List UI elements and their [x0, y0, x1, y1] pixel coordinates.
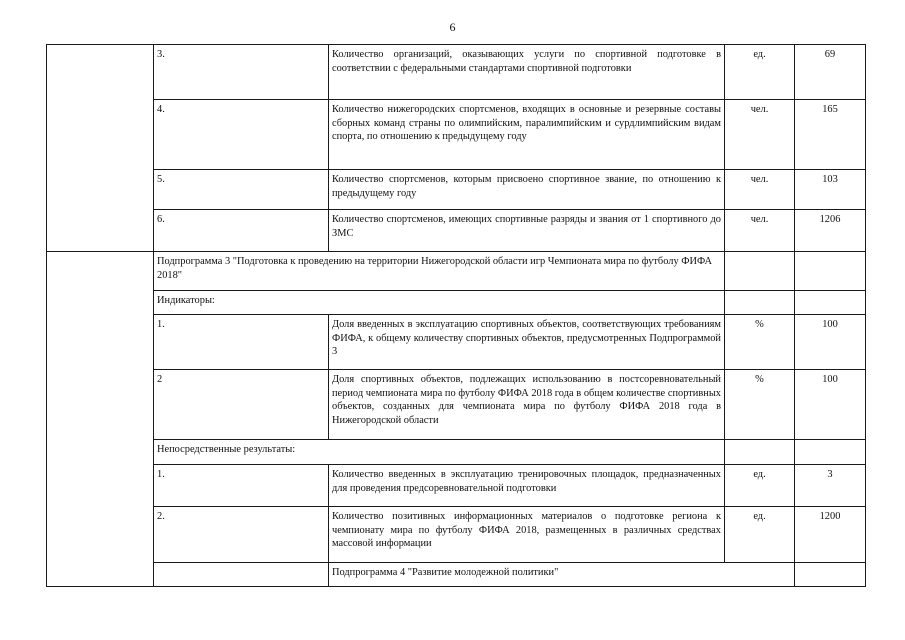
row-unit: ед.	[725, 45, 795, 100]
empty-cell	[795, 252, 866, 291]
row-unit: ед.	[725, 465, 795, 507]
empty-cell	[795, 440, 866, 465]
table-row	[47, 170, 866, 210]
row-number: 1.	[154, 465, 329, 507]
row-description: Доля введенных в эксплуатацию спортивных объектов, соответствующих требованиям ФИФА, к общему количеству спортивных объектов, предусмотренных Подпрограммой 3	[329, 315, 725, 370]
row-value: 100	[795, 315, 866, 370]
row-unit: %	[725, 370, 795, 440]
row-description: Количество спортсменов, которым присвоено спортивное звание, по отношению к предыдущему году	[329, 170, 725, 210]
subprogram-title: Подпрограмма 3 "Подготовка к проведению на территории Нижегородской области игр Чемпионата мира по футболу ФИФА 2018"	[154, 252, 725, 291]
row-description: Количество введенных в эксплуатацию тренировочных площадок, предназначенных для проведения предсоревновательной подготовки	[329, 465, 725, 507]
row-value: 1206	[795, 210, 866, 252]
empty-cell	[154, 563, 329, 587]
table-row	[47, 370, 866, 440]
empty-cell	[725, 291, 795, 315]
row-description: Доля спортивных объектов, подлежащих использованию в постсоревновательный период чемпионата мира по футболу ФИФА 2018 года в общем количестве спортивных объектов, созданных для чемпионата мира по футболу ФИФА 2018 года в Нижегородской области	[329, 370, 725, 440]
row-number: 6.	[154, 210, 329, 252]
row-unit: %	[725, 315, 795, 370]
row-unit: чел.	[725, 210, 795, 252]
row-value: 1200	[795, 507, 866, 563]
empty-cell	[725, 252, 795, 291]
subprogram-title: Подпрограмма 4 "Развитие молодежной политики"	[329, 563, 795, 587]
table-row	[47, 507, 866, 563]
table-row	[47, 465, 866, 507]
row-value: 3	[795, 465, 866, 507]
row-number: 4.	[154, 100, 329, 170]
row-value: 103	[795, 170, 866, 210]
row-value: 69	[795, 45, 866, 100]
row-value: 100	[795, 370, 866, 440]
indicators-table	[46, 44, 866, 587]
row-description: Количество позитивных информационных материалов о подготовке региона к чемпионату мира по футболу ФИФА 2018, размещенных в различных средствах массовой информации	[329, 507, 725, 563]
empty-cell	[725, 440, 795, 465]
empty-cell	[795, 563, 866, 587]
row-unit: чел.	[725, 100, 795, 170]
section-heading: Непосредственные результаты:	[154, 440, 725, 465]
row-unit: чел.	[725, 170, 795, 210]
row-description: Количество спортсменов, имеющих спортивные разряды и звания от 1 спортивного до ЗМС	[329, 210, 725, 252]
empty-cell	[47, 252, 154, 587]
row-number: 5.	[154, 170, 329, 210]
row-description: Количество организаций, оказывающих услуги по спортивной подготовке в соответствии с федеральными стандартами спортивной подготовки	[329, 45, 725, 100]
row-value: 165	[795, 100, 866, 170]
row-number: 2	[154, 370, 329, 440]
row-number: 2.	[154, 507, 329, 563]
row-description: Количество нижегородских спортсменов, входящих в основные и резервные составы сборных команд страны по олимпийским, паралимпийским и сурдлимпийским видам спорта, по отношению к предыдущему году	[329, 100, 725, 170]
table-row	[47, 291, 866, 315]
row-number: 1.	[154, 315, 329, 370]
table-row	[47, 440, 866, 465]
page-number: 6	[449, 20, 456, 34]
row-number: 3.	[154, 45, 329, 100]
table-row	[47, 252, 866, 291]
table-row	[47, 100, 866, 170]
table-row	[47, 315, 866, 370]
table-row	[47, 45, 866, 100]
empty-cell	[795, 291, 866, 315]
table-row	[47, 563, 866, 587]
empty-cell	[47, 45, 154, 252]
section-heading: Индикаторы:	[154, 291, 725, 315]
row-unit: ед.	[725, 507, 795, 563]
table-row	[47, 210, 866, 252]
